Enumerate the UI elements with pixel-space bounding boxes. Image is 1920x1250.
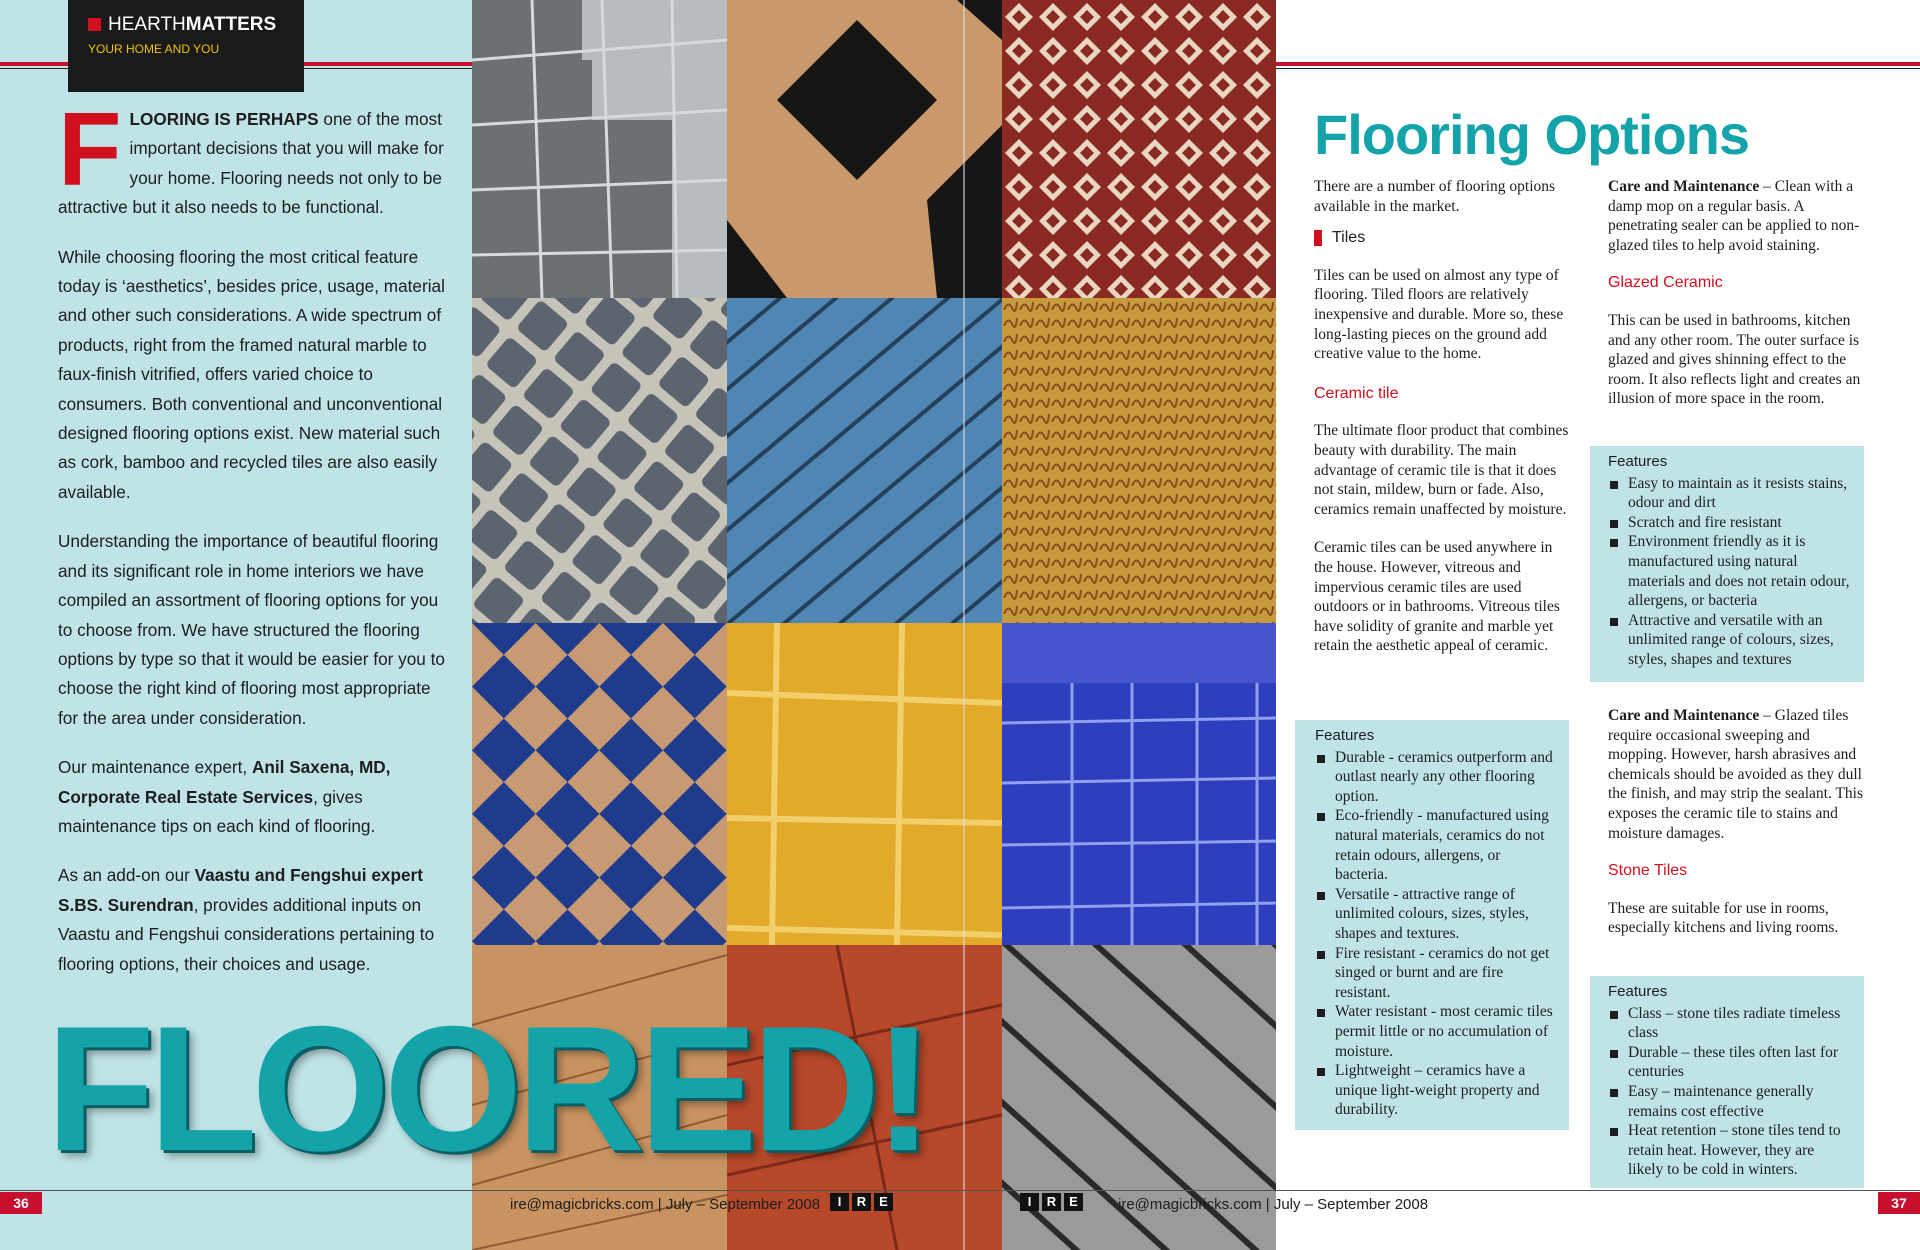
spine-gutter	[963, 0, 965, 1250]
glazed-text: This can be used in bathrooms, kitchen and any other room. The outer surface is glazed and gives shinning effect to the room. It also reflects light and creates an illusion of more space in the room.	[1608, 311, 1861, 408]
care-text: – Glazed tiles require occasional sweeping and mopping. However, harsh abrasives and chemicals should be avoided as they dull the finish, and may strip the sealant. This exposes the ceramic tile to stains and moisture damages.	[1608, 707, 1863, 842]
p4-pre: Our maintenance expert,	[58, 757, 252, 778]
list-item: Attractive and versatile with an unlimited range of colours, sizes, styles, shapes and textures	[1608, 611, 1850, 670]
page-number-left: 36	[0, 1192, 42, 1214]
footer-text-left: ire@magicbricks.com | July – September 2008	[510, 1196, 821, 1213]
left-body-text	[58, 92, 450, 999]
list-item: Scratch and fire resistant	[1608, 513, 1850, 533]
top-rule-right-thin	[1276, 68, 1920, 69]
logo-letter: R	[852, 1193, 871, 1211]
paragraph-aesthetics: While choosing flooring the most critical feature today is ‘aesthetics’, besides price, usage, material and other such considerations. A wide spectrum of products, right from the framed natural marble to faux-finish vitrified, offers varied choice to consumers. Both conventional and unconventional designed flooring options exist. New material such as cork, bamboo and recycled tiles are also easily available.	[58, 246, 445, 502]
drop-cap: F	[58, 92, 122, 208]
list-item: Eco-friendly - manufactured using natural materials, ceramics do not retain odours, allergens, or bacteria.	[1315, 806, 1553, 884]
section-tagline: YOUR HOME AND YOU	[88, 42, 220, 56]
photo-grey-granite-tiles	[472, 0, 727, 298]
paragraph-maintenance-expert	[58, 753, 450, 841]
p5-pre: As an add-on our	[58, 865, 195, 886]
photo-red-patterned-tiles	[1002, 0, 1276, 298]
p5-post: , provides additional inputs on Vaastu and Fengshui considerations pertaining to flooring options, their choices and usage.	[58, 894, 435, 974]
column-one	[1314, 177, 1572, 656]
page-title: Flooring Options	[1314, 103, 1750, 166]
intro-text: There are a number of flooring options available in the market.	[1314, 178, 1556, 215]
stone-features-list	[1608, 1004, 1850, 1180]
features-label: Features	[1608, 453, 1668, 470]
list-item: Environment friendly as it is manufactured using natural materials and does not retain odour, allergens, or bacteria	[1608, 532, 1850, 610]
logo-letter: E	[1064, 1193, 1083, 1211]
tiles-text: Tiles can be used on almost any type of flooring. Tiled floors are relatively inexpensive and durable. More so, these long-lasting pieces on the ground add creative value to the home.	[1314, 266, 1564, 363]
brand-bold: MATTERS	[185, 14, 277, 35]
heading-marker-icon	[1314, 230, 1322, 246]
paragraph-intro-rest: one of the most important decisions that you will make for your home. Flooring needs not only to be attractive but it also needs to be functional.	[58, 109, 444, 218]
photo-blue-glazed-tiles	[1002, 623, 1276, 945]
glazed-features-box	[1590, 446, 1864, 682]
p4-post: , gives maintenance tips on each kind of flooring.	[58, 786, 376, 836]
vaastu-expert-name: Vaastu and Fengshui expert S.BS. Surendran	[58, 865, 423, 915]
list-item: Lightweight – ceramics have a unique light-weight property and durability.	[1315, 1061, 1553, 1120]
list-item: Durable - ceramics outperform and outlast nearly any other flooring option.	[1315, 748, 1553, 807]
paragraph-intro	[58, 92, 450, 223]
logo-letter: R	[1042, 1193, 1061, 1211]
footer-text-right: ire@magicbricks.com | July – September 2008	[1118, 1196, 1429, 1213]
list-item: Easy to maintain as it resists stains, odour and dirt	[1608, 474, 1850, 513]
list-item: Water resistant - most ceramic tiles permit little or no accumulation of moisture.	[1315, 1002, 1553, 1061]
photo-gold-carpet	[1002, 298, 1276, 623]
photo-black-marble-diamonds	[727, 0, 1002, 298]
logo-letter: I	[830, 1193, 849, 1211]
ceramic-paragraph-1: The ultimate floor product that combines beauty with durability. The main advantage of ceramic tile is that it does not stain, mildew, burn or fade. Also, ceramics remain unaffected by moisture.	[1314, 422, 1569, 518]
tiles-heading-label: Tiles	[1332, 229, 1366, 247]
list-item: Fire resistant - ceramics do not get singed or burnt and are fire resistant.	[1315, 944, 1553, 1003]
care-maintenance-1	[1608, 177, 1866, 255]
column-two	[1608, 177, 1866, 409]
list-item: Class – stone tiles radiate timeless class	[1608, 1004, 1850, 1043]
column-two-lower	[1608, 706, 1870, 938]
care-label: Care and Maintenance	[1608, 707, 1760, 724]
ceramic-features-box	[1295, 720, 1569, 1130]
list-item: Versatile - attractive range of unlimited colours, sizes, styles, shapes and textures.	[1315, 885, 1553, 944]
features-label: Features	[1315, 727, 1375, 744]
glazed-features-list	[1608, 474, 1850, 670]
list-item: Durable – these tiles often last for centuries	[1608, 1043, 1850, 1082]
lead-in: LOORING IS PERHAPS	[129, 109, 319, 129]
ire-logo-left	[830, 1193, 893, 1211]
care-label: Care and Maintenance	[1608, 178, 1760, 195]
care-maintenance-2	[1608, 706, 1870, 843]
ceramic-paragraph-2: Ceramic tiles can be used anywhere in the house. However, vitreous and impervious ceramic tiles are used outdoors or in bathrooms. Vitreous tiles have solidity of granite and marble yet retain the aesthetic appeal of ceramic.	[1314, 539, 1560, 655]
photo-blue-wood-planks	[727, 298, 1002, 623]
logo-letter: I	[1020, 1193, 1039, 1211]
list-item: Heat retention – stone tiles tend to retain heat. However, they are likely to be cold in winters.	[1608, 1121, 1850, 1180]
glazed-heading: Glazed Ceramic	[1608, 274, 1723, 292]
ceramic-features-list	[1315, 748, 1553, 1120]
feature-title: FLOORED!	[46, 989, 928, 1188]
tiles-heading	[1314, 228, 1572, 248]
brand-light: HEARTH	[108, 14, 186, 35]
photo-yellow-stone-tiles	[727, 623, 1002, 945]
ire-logo-right	[1020, 1193, 1083, 1211]
ceramic-heading: Ceramic tile	[1314, 384, 1399, 402]
stone-heading: Stone Tiles	[1608, 862, 1688, 880]
footer-rule	[0, 1190, 1920, 1191]
care-text: – Clean with a damp mop on a regular basis. A penetrating sealer can be applied to non-glazed tiles to help avoid staining.	[1608, 178, 1860, 254]
section-brand	[108, 14, 276, 36]
photo-blue-beige-checker	[472, 623, 727, 945]
paragraph-vaastu-expert	[58, 861, 450, 979]
logo-letter: E	[874, 1193, 893, 1211]
page-number-right: 37	[1878, 1192, 1920, 1214]
paragraph-importance: Understanding the importance of beautiful flooring and its significant role in home interiors we have compiled an assortment of flooring options for you to choose from. We have structured the flooring options by type so that it would be easier for you to choose the right kind of flooring most appropriate for the area under consideration.	[58, 531, 445, 728]
stone-features-box	[1590, 976, 1864, 1188]
top-rule-right	[1276, 62, 1920, 66]
stone-text: These are suitable for use in rooms, especially kitchens and living rooms.	[1608, 899, 1839, 937]
section-square-icon	[88, 18, 101, 31]
photo-cobblestone	[472, 298, 727, 623]
expert-name: Anil Saxena, MD, Corporate Real Estate Services	[58, 757, 391, 807]
features-label: Features	[1608, 983, 1668, 1000]
list-item: Easy – maintenance generally remains cost effective	[1608, 1082, 1850, 1121]
